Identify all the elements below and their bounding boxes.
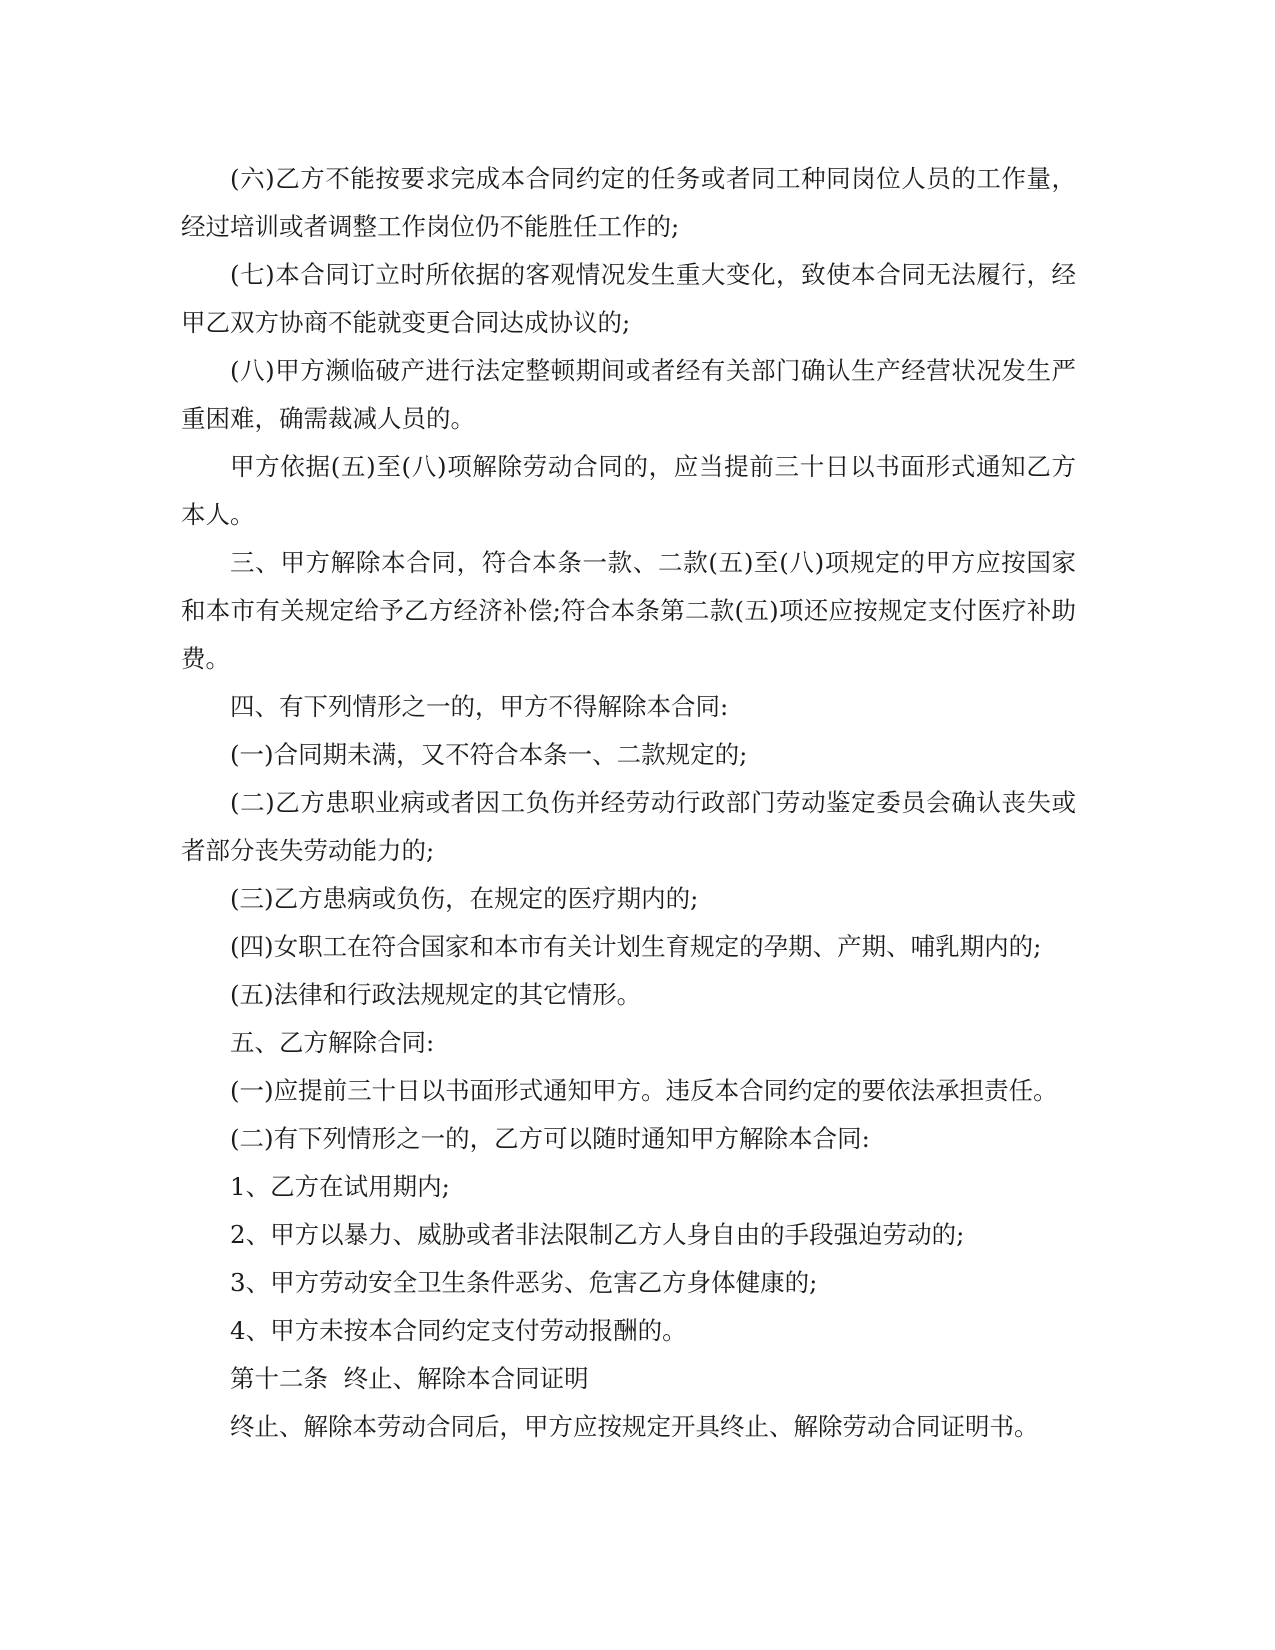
article-12-body: 终止、解除本劳动合同后，甲方应按规定开具终止、解除劳动合同证明书。 [230,1412,1039,1441]
paragraph-section-4-item-3: (三)乙方患病或负伤，在规定的医疗期内的; [230,884,699,913]
paragraph-section-4-heading: 四、有下列情形之一的，甲方不得解除本合同: [230,692,729,721]
paragraph-section-4-item-2: (二)乙方患职业病或者因工负伤并经劳动行政部门劳动鉴定委员会确认丧失或者部分丧失劳动能力的; [181,788,1076,865]
paragraph-list-item-2: 2、甲方以暴力、威胁或者非法限制乙方人身自由的手段强迫劳动的; [230,1220,965,1249]
paragraph-section-5-heading: 五、乙方解除合同: [230,1028,435,1057]
paragraph-item-8: (八)甲方濒临破产进行法定整顿期间或者经有关部门确认生产经营状况发生严重困难，确需裁减人员的。 [181,356,1076,433]
paragraph-list-item-4: 4、甲方未按本合同约定支付劳动报酬的。 [230,1316,687,1345]
paragraph-notice-requirement: 甲方依据(五)至(八)项解除劳动合同的，应当提前三十日以书面形式通知乙方本人。 [181,452,1076,529]
paragraph-item-7: (七)本合同订立时所依据的客观情况发生重大变化，致使本合同无法履行，经甲乙双方协商不能就变更合同达成协议的; [181,260,1076,337]
paragraph-list-item-3: 3、甲方劳动安全卫生条件恶劣、危害乙方身体健康的; [230,1268,818,1297]
article-12-heading: 第十二条 终止、解除本合同证明 [230,1364,589,1393]
paragraph-section-4-item-4: (四)女职工在符合国家和本市有关计划生育规定的孕期、产期、哺乳期内的; [230,932,1042,961]
paragraph-section-5-item-1: (一)应提前三十日以书面形式通知甲方。违反本合同约定的要依法承担责任。 [230,1076,1058,1105]
paragraph-section-4-item-1: (一)合同期未满，又不符合本条一、二款规定的; [230,740,748,769]
paragraph-list-item-1: 1、乙方在试用期内; [230,1172,450,1201]
paragraph-section-4-item-5: (五)法律和行政法规规定的其它情形。 [230,980,642,1009]
paragraph-section-3: 三、甲方解除本合同，符合本条一款、二款(五)至(八)项规定的甲方应按国家和本市有关规定给予乙方经济补偿;符合本条第二款(五)项还应按规定支付医疗补助费。 [181,548,1076,673]
paragraph-section-5-item-2: (二)有下列情形之一的，乙方可以随时通知甲方解除本合同: [230,1124,870,1153]
document-body [181,155,1076,1451]
paragraph-item-6: (六)乙方不能按要求完成本合同约定的任务或者同工种同岗位人员的工作量，经过培训或者调整工作岗位仍不能胜任工作的; [181,164,1076,241]
